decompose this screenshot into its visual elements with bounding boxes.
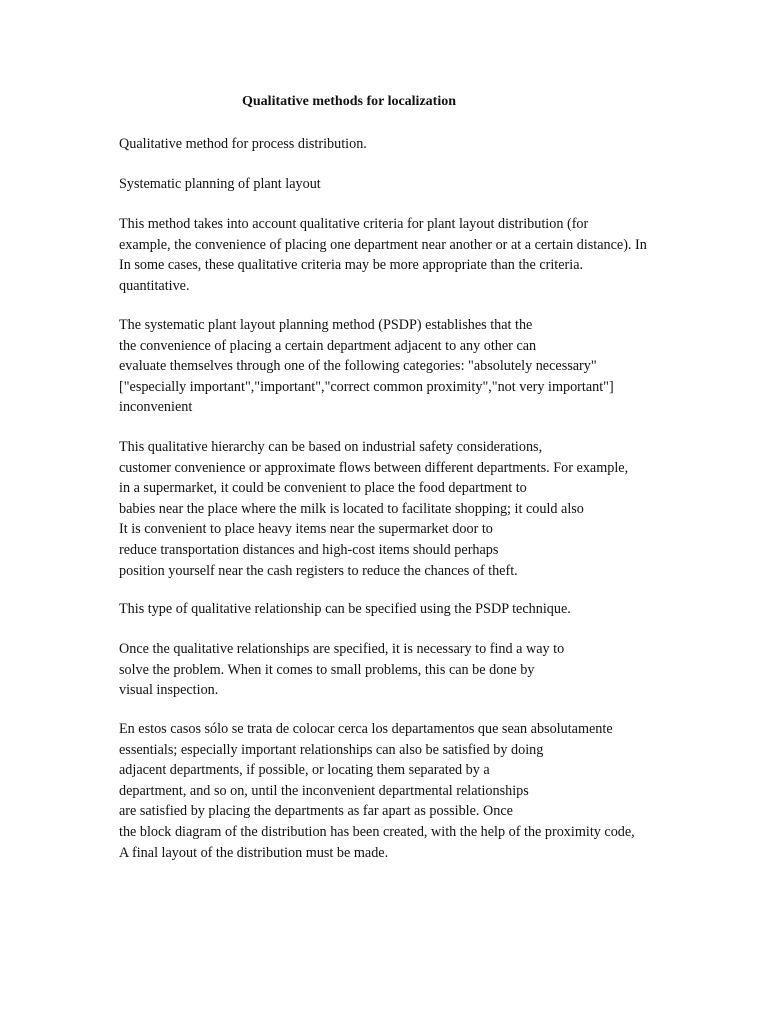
- text-line: En estos casos sólo se trata de colocar cerca los departamentos que sean absolutamente: [119, 721, 613, 737]
- text-line: position yourself near the cash registers to reduce the chances of theft.: [119, 562, 518, 579]
- paragraph-process-distribution: [119, 134, 759, 155]
- text-line: It is convenient to place heavy items near the supermarket door to: [119, 521, 493, 538]
- text-line: This method takes into account qualitative criteria for plant layout distribution (for: [119, 216, 589, 232]
- text-line: are satisfied by placing the departments as far apart as possible. Once: [119, 803, 513, 820]
- text-line: adjacent departments, if possible, or locating them separated by a: [119, 762, 490, 779]
- text-line: Once the qualitative relationships are specified, it is necessary to find a way to: [119, 641, 565, 657]
- paragraph-psdp-method: [119, 315, 759, 418]
- text-line: the block diagram of the distribution has been created, with the help of the proximity code,: [119, 823, 635, 840]
- text-line: This qualitative hierarchy can be based on industrial safety considerations,: [119, 439, 543, 455]
- paragraph-solve-problem: [119, 639, 759, 701]
- text-line: In some cases, these qualitative criteria may be more appropriate than the criteria.: [119, 257, 584, 274]
- text-line: The systematic plant layout planning method (PSDP) establishes that the: [119, 317, 533, 333]
- text-line: quantitative.: [119, 277, 190, 294]
- text-line: ["especially important","important","correct common proximity","not very important"]: [119, 378, 614, 395]
- text-line: customer convenience or approximate flows between different departments. For example,: [119, 459, 629, 476]
- text-line: This type of qualitative relationship can be specified using the PSDP technique.: [119, 601, 571, 617]
- text-line: essentials; especially important relationships can also be satisfied by doing: [119, 741, 544, 758]
- paragraph-method-criteria: [119, 214, 759, 296]
- paragraph-qualitative-hierarchy: [119, 437, 759, 581]
- paragraph-placement-cases: [119, 719, 759, 863]
- text-line: babies near the place where the milk is located to facilitate shopping; it could also: [119, 500, 584, 517]
- paragraph-psdp-technique: [119, 599, 759, 620]
- text-line: visual inspection.: [119, 682, 219, 699]
- paragraph-systematic-planning: [119, 174, 759, 195]
- text-line: example, the convenience of placing one department near another or at a certain distance). In: [119, 236, 647, 253]
- text-line: solve the problem. When it comes to small problems, this can be done by: [119, 661, 535, 678]
- text-line: department, and so on, until the inconvenient departmental relationships: [119, 782, 529, 799]
- text-line: reduce transportation distances and high-cost items should perhaps: [119, 541, 499, 558]
- text-line: inconvenient: [119, 399, 193, 416]
- text-line: the convenience of placing a certain department adjacent to any other can: [119, 337, 537, 354]
- text-line: Systematic planning of plant layout: [119, 176, 321, 192]
- document-title: Qualitative methods for localization: [242, 94, 456, 109]
- text-line: A final layout of the distribution must be made.: [119, 844, 389, 861]
- text-line: Qualitative method for process distribution.: [119, 136, 367, 152]
- text-line: evaluate themselves through one of the following categories: "absolutely necessary": [119, 358, 597, 375]
- text-line: in a supermarket, it could be convenient to place the food department to: [119, 480, 527, 497]
